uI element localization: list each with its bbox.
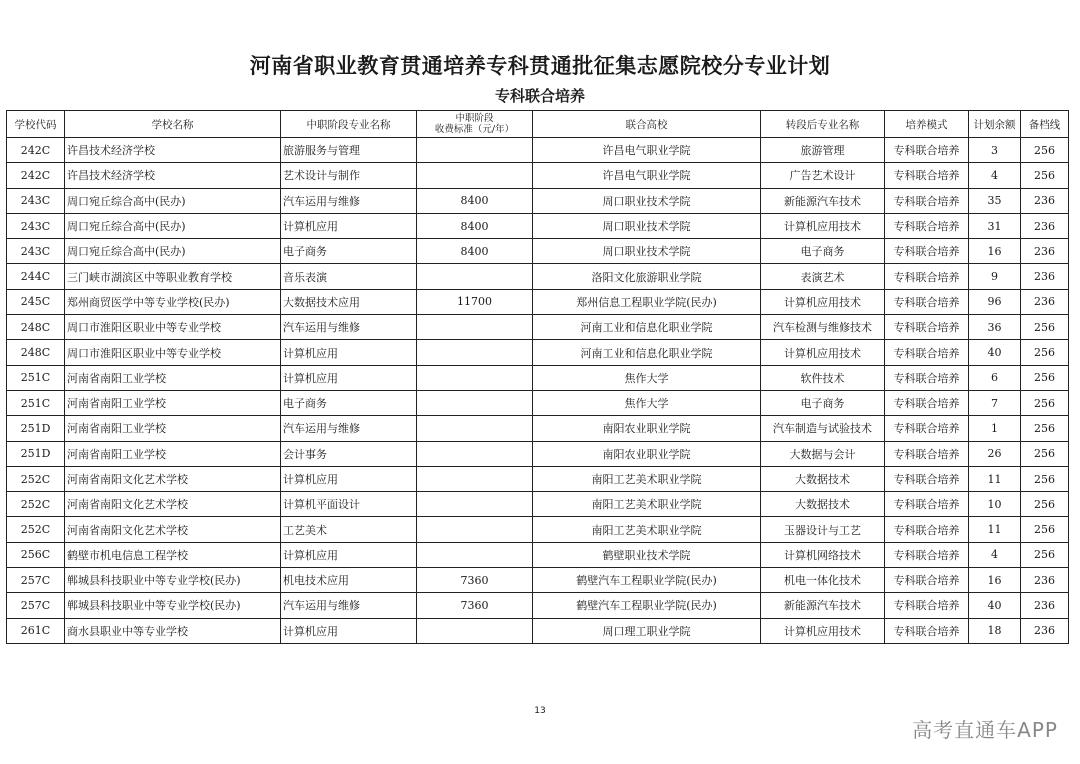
cell-fee: 8400	[417, 188, 533, 213]
cell-mode: 专科联合培养	[885, 390, 969, 415]
cell-fee	[417, 365, 533, 390]
table-row	[7, 239, 1069, 264]
cell-mode: 专科联合培养	[885, 340, 969, 365]
cell-remaining: 6	[969, 365, 1021, 390]
cell-remaining: 26	[969, 441, 1021, 466]
cell-new-major: 大数据与会计	[761, 441, 885, 466]
cell-major: 艺术设计与制作	[281, 163, 417, 188]
cell-partner: 鹤壁汽车工程职业学院(民办)	[533, 568, 761, 593]
cell-code: 243C	[7, 239, 65, 264]
cell-school: 郑州商贸医学中等专业学校(民办)	[65, 289, 281, 314]
cell-mode: 专科联合培养	[885, 542, 969, 567]
cell-school: 周口市淮阳区职业中等专业学校	[65, 340, 281, 365]
cell-mode: 专科联合培养	[885, 315, 969, 340]
cell-partner: 周口职业技术学院	[533, 213, 761, 238]
cell-major: 会计事务	[281, 441, 417, 466]
cell-code: 243C	[7, 213, 65, 238]
cell-partner: 周口职业技术学院	[533, 239, 761, 264]
cell-remaining: 1	[969, 416, 1021, 441]
table-row	[7, 213, 1069, 238]
cell-fee	[417, 163, 533, 188]
cell-new-major: 计算机网络技术	[761, 542, 885, 567]
cell-fee	[417, 466, 533, 491]
cell-cutoff: 236	[1021, 213, 1069, 238]
table-row	[7, 340, 1069, 365]
cell-new-major: 计算机应用技术	[761, 340, 885, 365]
cell-school: 商水县职业中等专业学校	[65, 618, 281, 643]
cell-partner: 洛阳文化旅游职业学院	[533, 264, 761, 289]
cell-code: 248C	[7, 315, 65, 340]
cell-new-major: 计算机应用技术	[761, 618, 885, 643]
cell-code: 252C	[7, 517, 65, 542]
cell-new-major: 计算机应用技术	[761, 213, 885, 238]
cell-remaining: 11	[969, 466, 1021, 491]
cell-school: 周口宛丘综合高中(民办)	[65, 188, 281, 213]
cell-major: 计算机应用	[281, 365, 417, 390]
table-header-row	[7, 111, 1069, 138]
cell-school: 周口宛丘综合高中(民办)	[65, 239, 281, 264]
cell-partner: 南阳农业职业学院	[533, 416, 761, 441]
cell-new-major: 玉器设计与工艺	[761, 517, 885, 542]
cell-school: 河南省南阳文化艺术学校	[65, 466, 281, 491]
cell-partner: 许昌电气职业学院	[533, 138, 761, 163]
col-header-major: 中职阶段专业名称	[281, 111, 417, 138]
cell-new-major: 机电一体化技术	[761, 568, 885, 593]
cell-cutoff: 256	[1021, 138, 1069, 163]
table-row	[7, 466, 1069, 491]
cell-major: 计算机应用	[281, 213, 417, 238]
cell-cutoff: 236	[1021, 618, 1069, 643]
cell-school: 河南省南阳文化艺术学校	[65, 492, 281, 517]
cell-major: 电子商务	[281, 390, 417, 415]
table-row	[7, 618, 1069, 643]
cell-major: 音乐表演	[281, 264, 417, 289]
cell-remaining: 18	[969, 618, 1021, 643]
cell-remaining: 11	[969, 517, 1021, 542]
cell-cutoff: 256	[1021, 441, 1069, 466]
table-row	[7, 593, 1069, 618]
cell-code: 244C	[7, 264, 65, 289]
table-row	[7, 365, 1069, 390]
cell-mode: 专科联合培养	[885, 466, 969, 491]
cell-new-major: 大数据技术	[761, 466, 885, 491]
table-row	[7, 441, 1069, 466]
watermark: 高考直通车APP	[912, 718, 1058, 742]
cell-major: 计算机应用	[281, 466, 417, 491]
cell-remaining: 4	[969, 542, 1021, 567]
cell-partner: 河南工业和信息化职业学院	[533, 315, 761, 340]
cell-fee: 8400	[417, 239, 533, 264]
cell-school: 郸城县科技职业中等专业学校(民办)	[65, 568, 281, 593]
cell-code: 251D	[7, 441, 65, 466]
cell-remaining: 7	[969, 390, 1021, 415]
cell-fee	[417, 441, 533, 466]
cell-new-major: 新能源汽车技术	[761, 188, 885, 213]
cell-mode: 专科联合培养	[885, 492, 969, 517]
cell-new-major: 大数据技术	[761, 492, 885, 517]
cell-mode: 专科联合培养	[885, 138, 969, 163]
cell-cutoff: 236	[1021, 264, 1069, 289]
cell-major: 汽车运用与维修	[281, 188, 417, 213]
cell-new-major: 软件技术	[761, 365, 885, 390]
table-row	[7, 492, 1069, 517]
cell-fee	[417, 517, 533, 542]
col-header-remaining: 计划余额	[969, 111, 1021, 138]
cell-partner: 南阳工艺美术职业学院	[533, 517, 761, 542]
cell-new-major: 电子商务	[761, 239, 885, 264]
cell-major: 汽车运用与维修	[281, 416, 417, 441]
cell-major: 旅游服务与管理	[281, 138, 417, 163]
col-header-fee-line2: 收费标准（元/年）	[434, 124, 515, 135]
cell-fee: 7360	[417, 568, 533, 593]
cell-remaining: 40	[969, 340, 1021, 365]
cell-mode: 专科联合培养	[885, 264, 969, 289]
cell-partner: 郑州信息工程职业学院(民办)	[533, 289, 761, 314]
cell-cutoff: 256	[1021, 315, 1069, 340]
cell-major: 工艺美术	[281, 517, 417, 542]
cell-school: 河南省南阳工业学校	[65, 390, 281, 415]
cell-fee	[417, 416, 533, 441]
table-row	[7, 542, 1069, 567]
col-header-fee	[417, 111, 533, 138]
cell-remaining: 9	[969, 264, 1021, 289]
cell-partner: 许昌电气职业学院	[533, 163, 761, 188]
cell-school: 河南省南阳工业学校	[65, 441, 281, 466]
cell-mode: 专科联合培养	[885, 517, 969, 542]
cell-code: 251C	[7, 390, 65, 415]
cell-remaining: 10	[969, 492, 1021, 517]
cell-new-major: 汽车检测与维修技术	[761, 315, 885, 340]
cell-cutoff: 256	[1021, 390, 1069, 415]
plan-table	[6, 110, 1069, 644]
cell-school: 鹤壁市机电信息工程学校	[65, 542, 281, 567]
cell-new-major: 表演艺术	[761, 264, 885, 289]
cell-new-major: 汽车制造与试验技术	[761, 416, 885, 441]
cell-cutoff: 256	[1021, 365, 1069, 390]
cell-remaining: 96	[969, 289, 1021, 314]
cell-major: 计算机平面设计	[281, 492, 417, 517]
col-header-code: 学校代码	[7, 111, 65, 138]
cell-fee: 7360	[417, 593, 533, 618]
page-subtitle: 专科联合培养	[494, 87, 585, 105]
cell-major: 计算机应用	[281, 340, 417, 365]
cell-cutoff: 256	[1021, 163, 1069, 188]
cell-cutoff: 236	[1021, 239, 1069, 264]
col-header-school: 学校名称	[65, 111, 281, 138]
cell-new-major: 计算机应用技术	[761, 289, 885, 314]
cell-partner: 南阳农业职业学院	[533, 441, 761, 466]
cell-code: 251D	[7, 416, 65, 441]
cell-mode: 专科联合培养	[885, 365, 969, 390]
cell-mode: 专科联合培养	[885, 188, 969, 213]
table-row	[7, 163, 1069, 188]
cell-code: 257C	[7, 568, 65, 593]
cell-major: 汽车运用与维修	[281, 315, 417, 340]
cell-partner: 南阳工艺美术职业学院	[533, 466, 761, 491]
cell-cutoff: 236	[1021, 188, 1069, 213]
cell-fee	[417, 390, 533, 415]
cell-code: 243C	[7, 188, 65, 213]
table-body	[7, 138, 1069, 644]
cell-cutoff: 256	[1021, 340, 1069, 365]
cell-school: 河南省南阳工业学校	[65, 416, 281, 441]
cell-fee	[417, 315, 533, 340]
cell-mode: 专科联合培养	[885, 416, 969, 441]
cell-cutoff: 256	[1021, 517, 1069, 542]
cell-cutoff: 236	[1021, 289, 1069, 314]
table-row	[7, 138, 1069, 163]
cell-partner: 南阳工艺美术职业学院	[533, 492, 761, 517]
cell-major: 电子商务	[281, 239, 417, 264]
cell-fee: 8400	[417, 213, 533, 238]
cell-mode: 专科联合培养	[885, 289, 969, 314]
table-row	[7, 315, 1069, 340]
cell-mode: 专科联合培养	[885, 441, 969, 466]
cell-new-major: 广告艺术设计	[761, 163, 885, 188]
cell-mode: 专科联合培养	[885, 593, 969, 618]
cell-school: 许昌技术经济学校	[65, 163, 281, 188]
cell-major: 大数据技术应用	[281, 289, 417, 314]
col-header-cutoff: 备档线	[1021, 111, 1069, 138]
page-title: 河南省职业教育贯通培养专科贯通批征集志愿院校分专业计划	[249, 54, 831, 78]
cell-partner: 鹤壁职业技术学院	[533, 542, 761, 567]
cell-code: 261C	[7, 618, 65, 643]
cell-cutoff: 236	[1021, 593, 1069, 618]
cell-code: 257C	[7, 593, 65, 618]
table-row	[7, 517, 1069, 542]
cell-fee	[417, 340, 533, 365]
cell-new-major: 电子商务	[761, 390, 885, 415]
col-header-mode: 培养模式	[885, 111, 969, 138]
col-header-fee-line1: 中职阶段	[455, 113, 494, 124]
cell-fee	[417, 138, 533, 163]
cell-school: 郸城县科技职业中等专业学校(民办)	[65, 593, 281, 618]
table-row	[7, 390, 1069, 415]
cell-new-major: 新能源汽车技术	[761, 593, 885, 618]
cell-remaining: 16	[969, 239, 1021, 264]
cell-code: 245C	[7, 289, 65, 314]
cell-remaining: 40	[969, 593, 1021, 618]
cell-fee	[417, 542, 533, 567]
cell-major: 机电技术应用	[281, 568, 417, 593]
cell-major: 计算机应用	[281, 542, 417, 567]
cell-fee	[417, 492, 533, 517]
cell-school: 周口宛丘综合高中(民办)	[65, 213, 281, 238]
cell-remaining: 4	[969, 163, 1021, 188]
cell-code: 248C	[7, 340, 65, 365]
cell-school: 河南省南阳工业学校	[65, 365, 281, 390]
cell-code: 256C	[7, 542, 65, 567]
cell-major: 汽车运用与维修	[281, 593, 417, 618]
cell-remaining: 16	[969, 568, 1021, 593]
table-row	[7, 568, 1069, 593]
page-number: 13	[534, 706, 546, 716]
cell-cutoff: 256	[1021, 492, 1069, 517]
cell-partner: 周口理工职业学院	[533, 618, 761, 643]
cell-mode: 专科联合培养	[885, 239, 969, 264]
cell-code: 242C	[7, 163, 65, 188]
cell-partner: 焦作大学	[533, 365, 761, 390]
cell-school: 三门峡市湖滨区中等职业教育学校	[65, 264, 281, 289]
table-row	[7, 289, 1069, 314]
cell-mode: 专科联合培养	[885, 213, 969, 238]
cell-partner: 周口职业技术学院	[533, 188, 761, 213]
cell-mode: 专科联合培养	[885, 568, 969, 593]
cell-partner: 河南工业和信息化职业学院	[533, 340, 761, 365]
cell-cutoff: 256	[1021, 542, 1069, 567]
table-row	[7, 264, 1069, 289]
cell-school: 许昌技术经济学校	[65, 138, 281, 163]
cell-remaining: 3	[969, 138, 1021, 163]
cell-remaining: 36	[969, 315, 1021, 340]
cell-school: 河南省南阳文化艺术学校	[65, 517, 281, 542]
cell-cutoff: 236	[1021, 568, 1069, 593]
cell-mode: 专科联合培养	[885, 163, 969, 188]
table-row	[7, 188, 1069, 213]
cell-code: 252C	[7, 492, 65, 517]
cell-school: 周口市淮阳区职业中等专业学校	[65, 315, 281, 340]
cell-cutoff: 256	[1021, 416, 1069, 441]
cell-code: 251C	[7, 365, 65, 390]
cell-remaining: 31	[969, 213, 1021, 238]
cell-code: 252C	[7, 466, 65, 491]
cell-fee	[417, 264, 533, 289]
col-header-partner: 联合高校	[533, 111, 761, 138]
cell-remaining: 35	[969, 188, 1021, 213]
cell-fee	[417, 618, 533, 643]
cell-cutoff: 256	[1021, 466, 1069, 491]
cell-mode: 专科联合培养	[885, 618, 969, 643]
cell-fee: 11700	[417, 289, 533, 314]
cell-partner: 鹤壁汽车工程职业学院(民办)	[533, 593, 761, 618]
cell-code: 242C	[7, 138, 65, 163]
cell-new-major: 旅游管理	[761, 138, 885, 163]
cell-partner: 焦作大学	[533, 390, 761, 415]
table-row	[7, 416, 1069, 441]
col-header-new-major: 转段后专业名称	[761, 111, 885, 138]
cell-major: 计算机应用	[281, 618, 417, 643]
